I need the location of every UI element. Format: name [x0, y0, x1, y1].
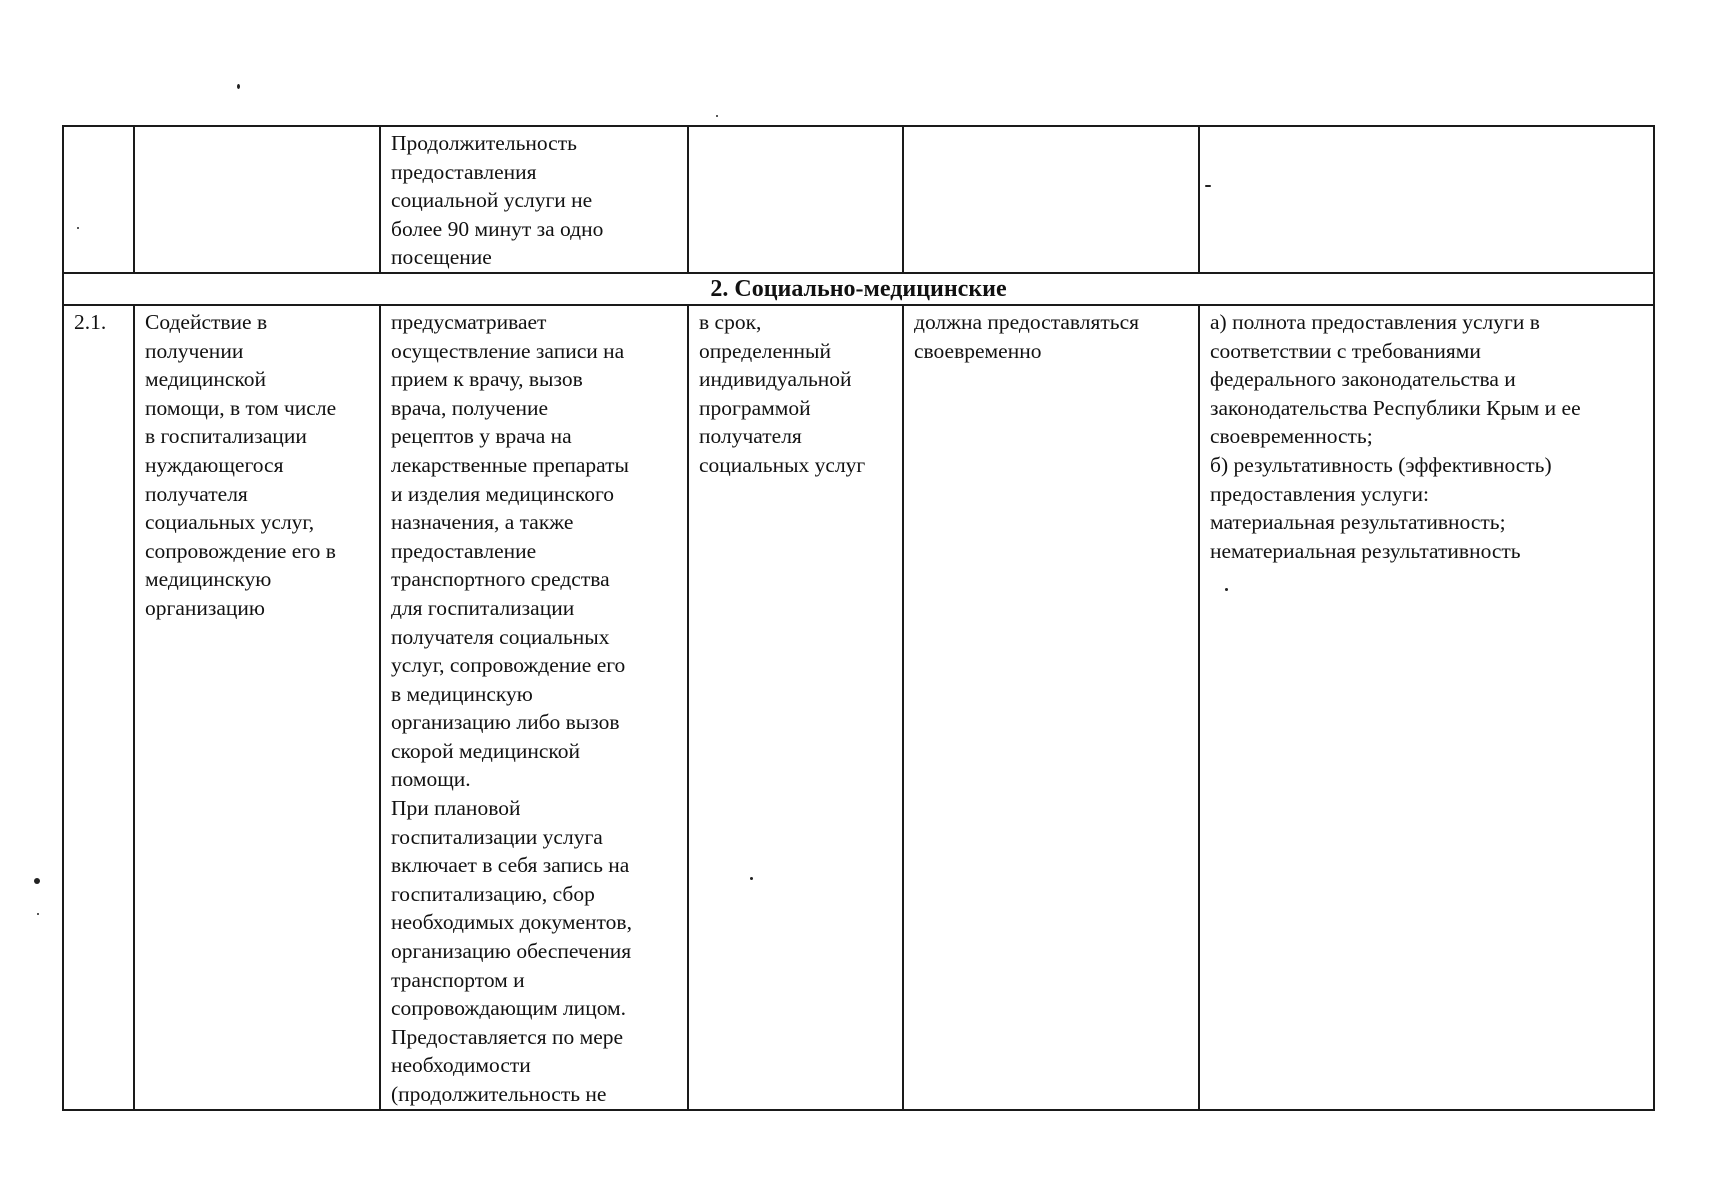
scan-speck	[37, 913, 39, 915]
cell-description: Продолжительность предоставления социальной услуги не более 90 минут за одно посещение	[380, 126, 688, 273]
cell-service-name	[134, 126, 380, 273]
scan-speck	[716, 115, 718, 117]
scan-speck	[750, 877, 753, 880]
table-row	[63, 305, 1654, 1110]
scan-speck	[34, 878, 40, 884]
services-table	[62, 125, 1655, 1111]
cell-criteria	[1199, 126, 1654, 273]
cell-description: предусматривает осуществление записи на прием к врачу, вызов врача, получение рецептов у врача на лекарственные препараты и изделия медицинского назначения, а также предоставление транспортного средства для госпитализации получателя социальных услуг, сопровождение его в медицинскую организацию либо вызов скорой медицинской помощи. При плановой госпитализации услуга включает в себя запись на госпитализацию, сбор необходимых документов, организацию обеспечения транспортом и сопровождающим лицом. Предоставляется по мере необходимости (продолжительность не	[380, 305, 688, 1110]
cell-standard	[903, 126, 1199, 273]
scan-speck	[1225, 588, 1228, 591]
cell-term	[688, 126, 903, 273]
scan-speck	[237, 84, 240, 89]
section-heading-row	[63, 273, 1654, 305]
cell-service-name: Содействие в получении медицинской помощи, в том числе в госпитализации нуждающегося получателя социальных услуг, сопровождение его в медицинскую организацию	[134, 305, 380, 1110]
table-row	[63, 126, 1654, 273]
scan-speck	[77, 227, 79, 229]
cell-standard: должна предоставляться своевременно	[903, 305, 1199, 1110]
cell-criteria: а) полнота предоставления услуги в соответствии с требованиями федерального законодательства и законодательства Республики Крым и ее своевременность; б) результативность (эффективность) предоставления услуги: материальная результативность; нематериальная результативность	[1199, 305, 1654, 1110]
section-heading: 2. Социально-медицинские	[63, 273, 1654, 305]
cell-term: в срок, определенный индивидуальной программой получателя социальных услуг	[688, 305, 903, 1110]
cell-number	[63, 126, 134, 273]
cell-number: 2.1.	[63, 305, 134, 1110]
scan-speck	[1205, 185, 1211, 187]
